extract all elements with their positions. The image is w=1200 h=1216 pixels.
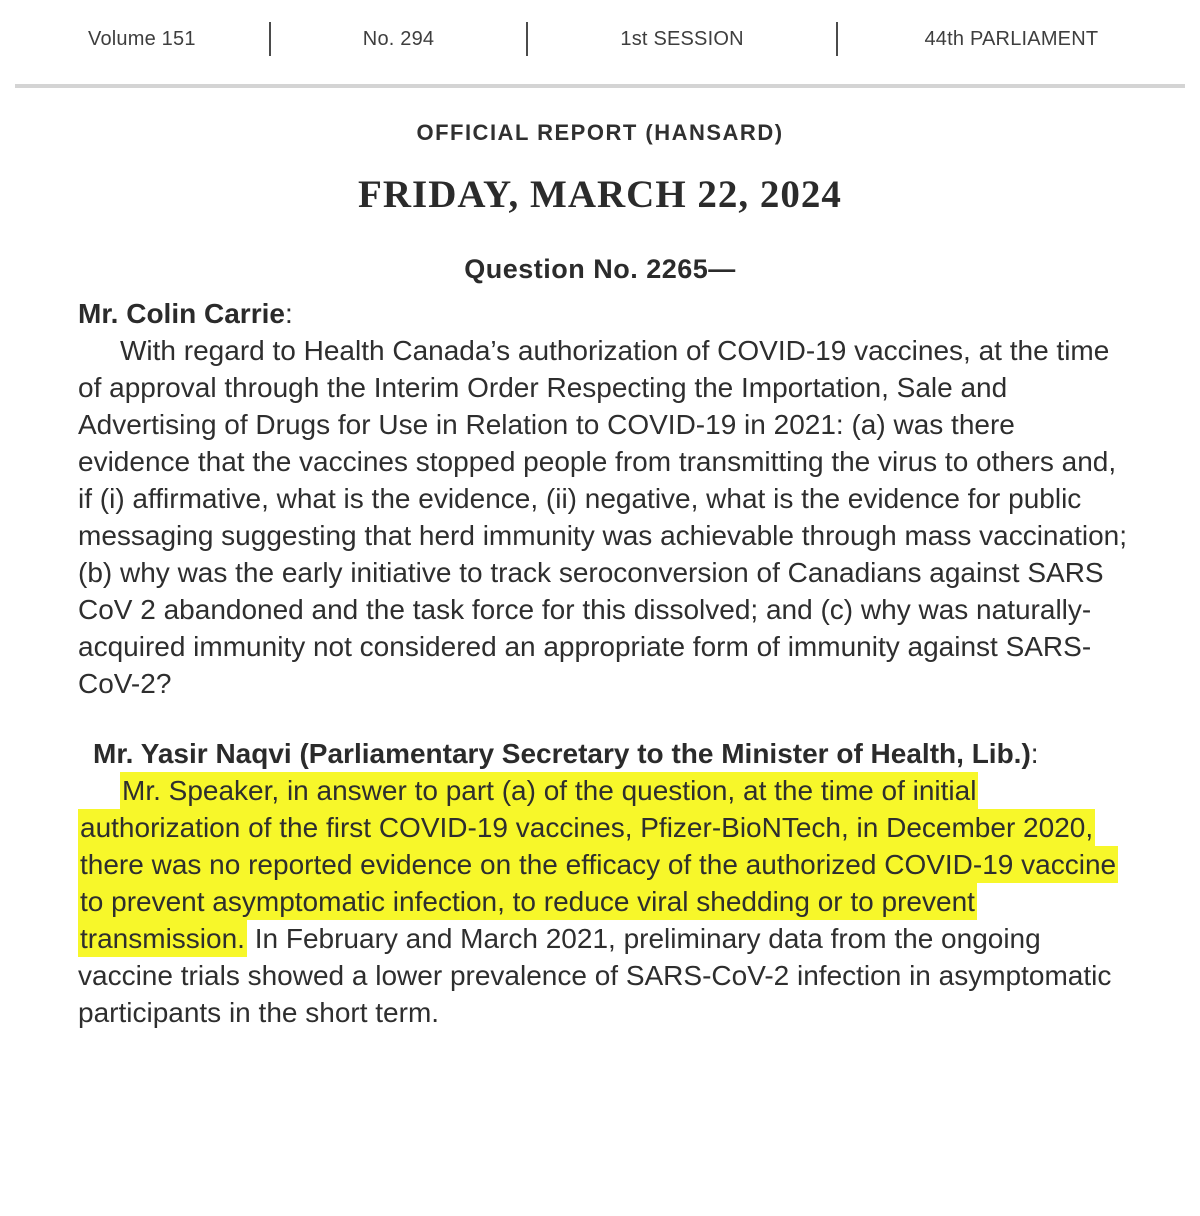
- question-speaker-name: Mr. Colin Carrie: [78, 298, 285, 329]
- question-speaker-heading: [78, 295, 1130, 332]
- masthead-parliament: 44th PARLIAMENT: [924, 27, 1099, 50]
- question-text: With regard to Health Canada’s authorization of COVID-19 vaccines, at the time of approval through the Interim Order Respecting the Importation, Sale and Advertising of Drugs for Use in Relation to COVID-19 in 2021: (a) was there evidence that the vaccines stopped people from transmitting the virus to others and, if (i) affirmative, what is the evidence, (ii) negative, what is the evidence for public messaging suggesting that herd immunity was achievable through mass vaccination; (b) why was the early initiative to track seroconversion of Canadians against SARS CoV 2 abandoned and the task force for this dissolved; and (c) why was naturally-acquired immunity not considered an appropriate form of immunity against SARS-CoV-2?: [78, 335, 1128, 699]
- sitting-date-title: FRIDAY, MARCH 22, 2024: [358, 173, 842, 216]
- answer-speaker-name: Mr. Yasir Naqvi (Parliamentary Secretary to the Minister of Health, Lib.): [93, 738, 1031, 769]
- masthead-issue-number: No. 294: [362, 27, 435, 50]
- answer-text: [78, 772, 1130, 1031]
- document-body: [78, 295, 1130, 1031]
- masthead: [15, 16, 1185, 62]
- answer-rest-text: In February and March 2021, preliminary data from the ongoing vaccine trials showed a lower prevalence of SARS-CoV-2 infection in asymptomatic participants in the short term.: [78, 923, 1112, 1028]
- masthead-volume: Volume 151: [88, 27, 196, 50]
- report-title: OFFICIAL REPORT (HANSARD): [416, 120, 784, 145]
- answer-speaker-colon: :: [1030, 738, 1039, 769]
- question-number-heading: Question No. 2265—: [464, 254, 736, 284]
- question-speaker-colon: :: [284, 298, 293, 329]
- answer-speaker-heading: [78, 735, 1130, 772]
- highlighted-passage: Mr. Speaker, in answer to part (a) of the question, at the time of initial authorization of the first COVID-19 vaccines, Pfizer-BioNTech, in December 2020, there was no reported evidence on the efficacy of the authorized COVID-19 vaccine to prevent asymptomatic infection, to reduce viral shedding or to prevent transmission.: [78, 772, 1118, 957]
- horizontal-rule: [15, 84, 1185, 88]
- masthead-session: 1st SESSION: [620, 27, 744, 50]
